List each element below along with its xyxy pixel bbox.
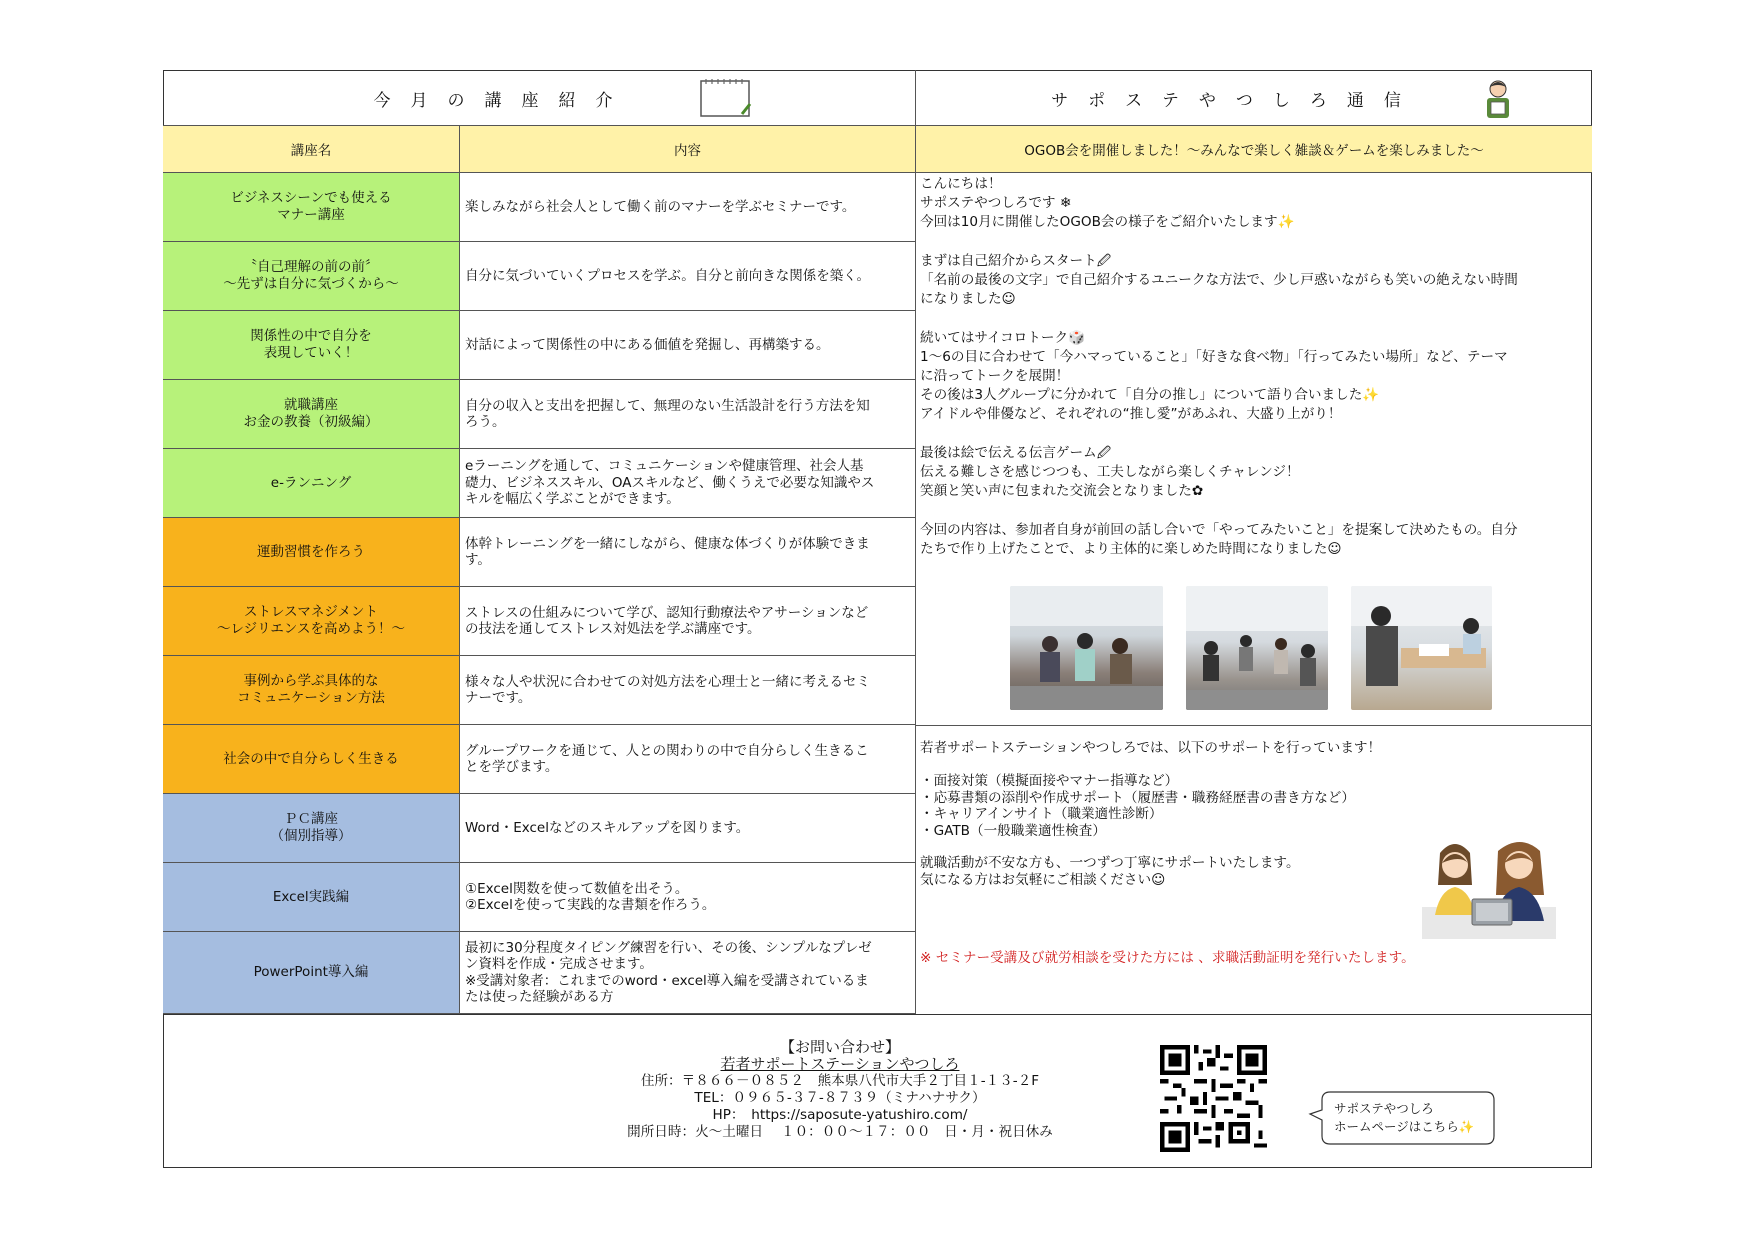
- course-name-cell: ＰＣ講座 （個別指導）: [163, 794, 460, 863]
- staff-avatar-icon: [1481, 78, 1515, 120]
- course-desc-cell: 体幹トレーニングを一緒にしながら、健康な体づくりが体験できま す。: [460, 518, 916, 587]
- homepage-speech-bubble: [1308, 1090, 1496, 1146]
- course-name-cell: e-ランニング: [163, 449, 460, 518]
- course-name-cell: 社会の中で自分らしく生きる: [163, 725, 460, 794]
- course-desc-cell: 最初に30分程度タイピング練習を行い、その後、シンプルなプレゼ ン資料を作成・完成させます。 ※受講対象者：これまでのword・excel導入編を受講されているま たは使った経験がある方: [460, 932, 916, 1014]
- course-name-cell: ビジネスシーンでも使える マナー講座: [163, 173, 460, 242]
- org-name-link[interactable]: 若者サポートステーションやつしろ: [720, 1055, 960, 1073]
- course-name-cell: 〝自己理解の前の前〞 ～先ずは自分に気づくから～: [163, 242, 460, 311]
- left-header-title: 今月の講座紹介: [373, 90, 633, 111]
- drawing-game-photo: [1351, 586, 1492, 710]
- column-header-desc: 内容: [460, 126, 916, 173]
- column-header-name: 講座名: [163, 126, 460, 173]
- bubble-text: [1334, 1100, 1474, 1136]
- support-items: ・面接対策（模擬面接やマナー指導など） ・応募書類の添削や作成サポート（履歴書・職務経歴書の書き方など） ・キャリアインサイト（職業適性診断） ・GATB（一般職業適性検査）: [920, 773, 1355, 839]
- course-desc-cell: ①Excel関数を使って数値を出そう。 ②Excelを使って実践的な書類を作ろう。: [460, 863, 916, 932]
- course-desc-cell: グループワークを通じて、人との関わりの中で自分らしく生きるこ とを学びます。: [460, 725, 916, 794]
- course-name-cell: PowerPoint導入編: [163, 932, 460, 1014]
- report-heading: OGOB会を開催しました！～みんなで楽しく雑談＆ゲームを楽しみました～: [916, 126, 1592, 173]
- two-women-consultation-illustration: [1420, 835, 1558, 941]
- course-name-cell: 就職講座 お金の教養（初級編）: [163, 380, 460, 449]
- tel-text: TEL：０９６５-３７-８７３９（ミナハナサク）: [694, 1090, 986, 1106]
- inquiry-heading: 【お問い合わせ】: [779, 1038, 900, 1056]
- course-desc-cell: 対話によって関係性の中にある価値を発掘し、再構築する。: [460, 311, 916, 380]
- course-desc-cell: 自分の収入と支出を把握して、無理のない生活設計を行う方法を知 ろう。: [460, 380, 916, 449]
- circle-chairs-photo: [1186, 586, 1328, 710]
- course-name-cell: ストレスマネジメント ～レジリエンスを高めよう！～: [163, 587, 460, 656]
- group-meeting-photo: [1010, 586, 1163, 710]
- homepage-text[interactable]: HP： https://saposute-yatushiro.com/: [712, 1107, 968, 1123]
- report-body: こんにちは！ サポステやつしろです ❄ 今回は10月に開催したOGOB会の様子をご紹介いたします✨ まずは自己紹介からスタート🖉 「名前の最後の文字」で自己紹介するユニークな方法で、少し戸惑いながらも笑いの絶えない時間 になりました☺ 続いてはサイコロトーク🎲 1～6の目に合わせて「今ハマっていること」「好きな食べ物」「行ってみたい場所」など、テーマ に沿ってトークを展開！ その後は3人グループに分かれて「自分の推し」について語り合いました✨ アイドルや俳優など、それぞれの“推し愛”があふれ、大盛り上がり！ 最後は絵で伝える伝言ゲーム🖉 伝える難しさを感じつつも、工夫しながら楽しくチャレンジ！ 笑顔と笑い声に包まれた交流会となりました✿ 今回の内容は、参加者自身が前回の話し合いで「やってみたいこと」を提案して決めたもの。自分 たちで作り上げたことで、より主体的に楽しめた時間になりました☺: [920, 176, 1518, 557]
- course-desc-cell: 自分に気づいていくプロセスを学ぶ。自分と前向きな関係を築く。: [460, 242, 916, 311]
- footer-contact: [540, 1039, 1140, 1141]
- address-text: 住所：〒８６６－０８５２ 熊本県八代市大手２丁目１-１３-２F: [640, 1073, 1040, 1089]
- memo-pad-icon: [700, 78, 752, 118]
- hours-text: 開所日時：火～土曜日 １０：００～１７：００ 日・月・祝日休み: [627, 1124, 1053, 1140]
- bubble-line-1: サポステやつしろ: [1334, 1101, 1434, 1116]
- bubble-line-2: ホームページはこちら✨: [1334, 1119, 1475, 1134]
- right-header-title: サポステやつしろ通信: [1051, 90, 1421, 111]
- report-support-divider: [916, 725, 1592, 726]
- course-desc-cell: 様々な人や状況に合わせての対処方法を心理士と一緒に考えるセミ ナーです。: [460, 656, 916, 725]
- course-desc-cell: ストレスの仕組みについて学び、認知行動療法やアサーションなど の技法を通してストレス対処法を学ぶ講座です。: [460, 587, 916, 656]
- course-name-cell: 運動習慣を作ろう: [163, 518, 460, 587]
- support-intro: 若者サポートステーションやつしろでは、以下のサポートを行っています！: [920, 740, 1382, 756]
- support-closing: 就職活動が不安な方も、一つずつ丁寧にサポートいたします。 気になる方はお気軽にご相談ください☺: [920, 855, 1300, 888]
- course-desc-cell: eラーニングを通して、コミュニケーションや健康管理、社会人基 礎力、ビジネススキル、OAスキルなど、働くうえで必要な知識やス キルを幅広く学ぶことができます。: [460, 449, 916, 518]
- course-desc-cell: Word・Excelなどのスキルアップを図ります。: [460, 794, 916, 863]
- left-header: [163, 70, 916, 126]
- course-name-cell: 関係性の中で自分を 表現していく！: [163, 311, 460, 380]
- qr-code-icon[interactable]: [1160, 1045, 1267, 1152]
- course-name-cell: Excel実践編: [163, 863, 460, 932]
- certificate-note: ※ セミナー受講及び就労相談を受けた方には 、求職活動証明を発行いたします。: [920, 950, 1415, 966]
- course-name-cell: 事例から学ぶ具体的な コミュニケーション方法: [163, 656, 460, 725]
- footer-divider: [163, 1014, 1592, 1015]
- course-desc-cell: 楽しみながら社会人として働く前のマナーを学ぶセミナーです。: [460, 173, 916, 242]
- right-header: [916, 70, 1592, 126]
